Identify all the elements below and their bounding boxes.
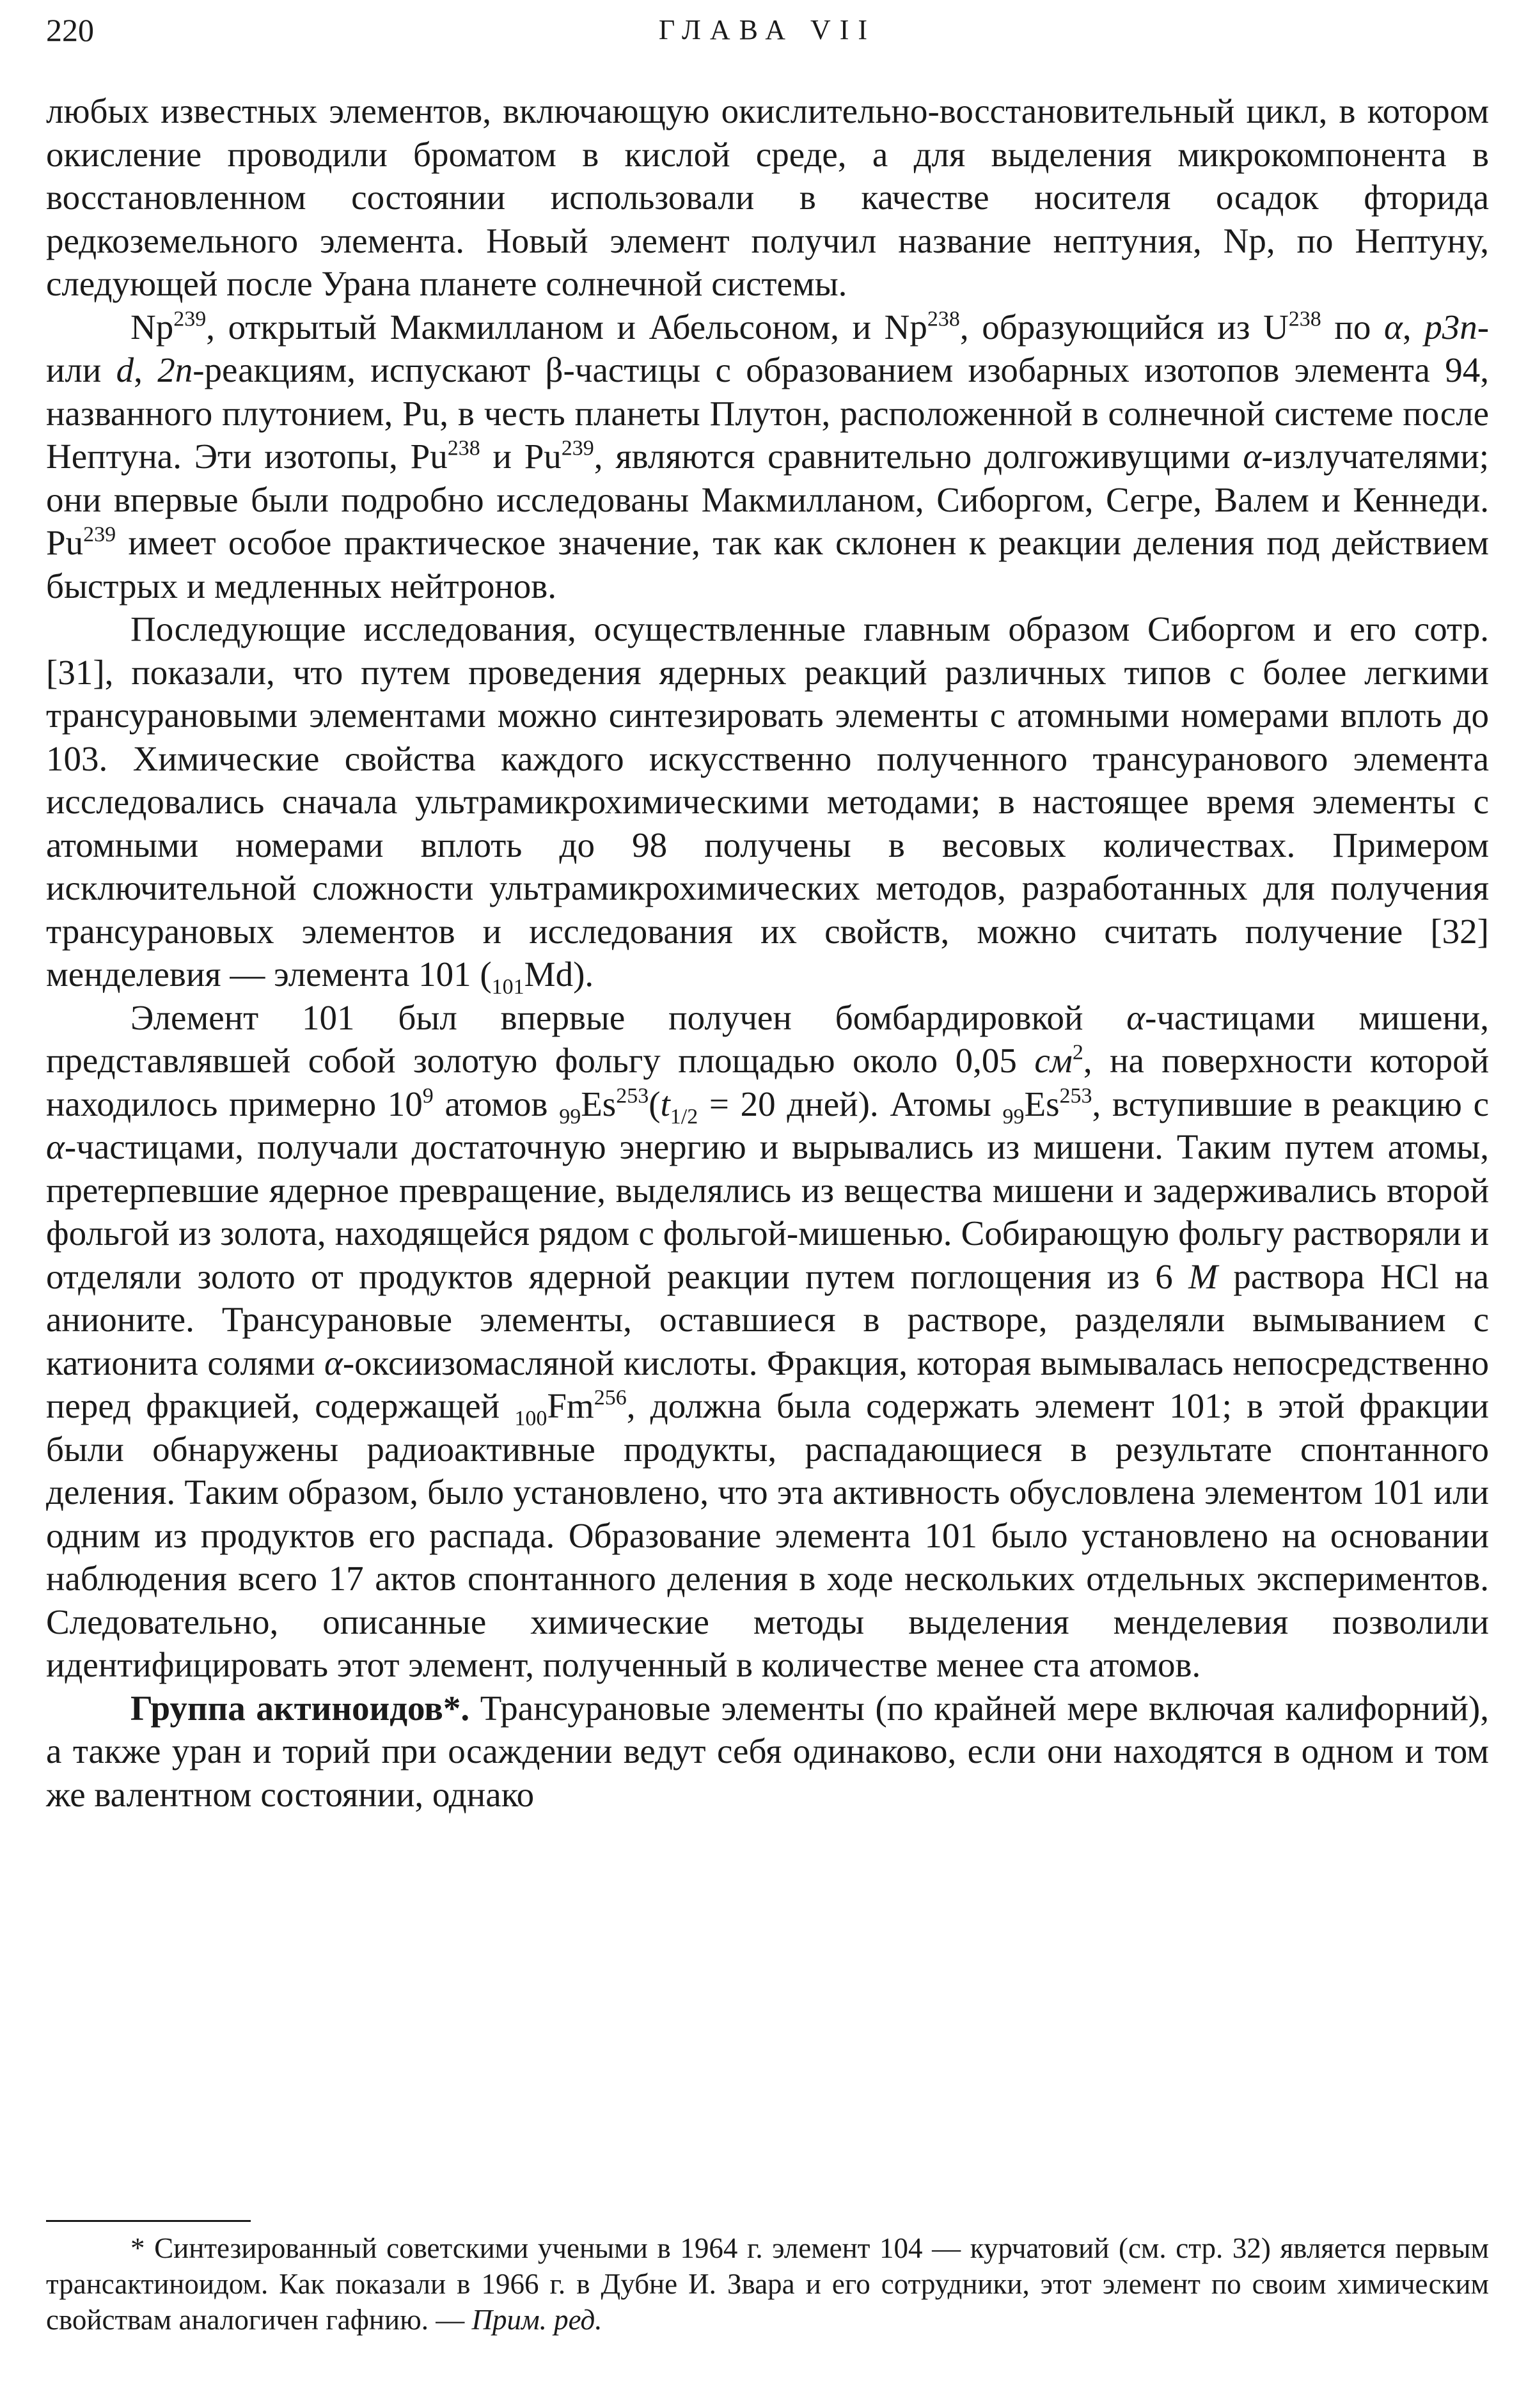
footnote [46, 2230, 1489, 2338]
paragraph-3: Последующие исследования, осуществленные главным образом Сиборгом и его сотр. [31], показали, что путем проведения ядерных реакций различных типов с более легкими трансурановыми элементами можно синтезировать элементы с атомными номерами вплоть до 103. Химические свойства каждого искусственно полученного трансуранового элемента исследовались сначала ультрамикрохимическими методами; в настоящее время элементы с атомными номерами вплоть до 98 получены в весовых количествах. Примером исключительной сложности ультрамикрохимических методов, разработанных для получения трансурановых элементов и исследования их свойств, можно считать получение [32] менделевия — элемента 101 $(_{101}Md)$. [46, 609, 1489, 999]
section-heading: Группа актиноидов*. [130, 1688, 470, 1728]
page-number: 220 [46, 12, 94, 48]
paragraph-2: Np$^{239}$, открытый Макмилланом и Абельсоном, и Np$^{238}$, образующийся из $U^{238}$ по α, p3n- или d, 2n-реакциям, испускают β-частицы с образованием изобарных изотопов элемента 94, названного плутонием, Pu, в честь планеты Плутон, расположенной в солнечной системе после Нептуна. Эти изотопы, Pu$^{238}$ и Pu$^{239}$, являются сравнительно долгоживущими α-излучателями; они впервые были подробно исследованы Макмилланом, Сиборгом, Сегре, Валем и Кеннеди. Pu$^{239}$ имеет особое практическое значение, так как склонен к реакции деления под действием быстрых и медленных нейтронов. [46, 307, 1490, 606]
editor-note: Прим. ред. [471, 2304, 602, 2336]
footnote-divider [46, 2220, 251, 2222]
paragraph-4: Элемент 101 был впервые получен бомбардировкой α-частицами мишени, представлявшей собой золотую фольгу площадью около 0,05 $см^2$, на поверхности которой находилось примерно $10^9$ атомов $_{99}Es^{253}(t_{1/2} = 20$ дней). Атомы $_{99}Es^{253}$, вступившие в реакцию с α-частицами, получали достаточную энергию и вырывались из мишени. Таким путем атомы, претерпевшие ядерное превращение, выделялись из вещества мишени и задерживались второй фольгой из золота, находящейся рядом с фольгой-мишенью. Собирающую фольгу растворяли и отделяли золото от продуктов ядерной реакции путем поглощения из 6 M раствора HCl на анионите. Трансурановые элементы, оставшиеся в растворе, разделяли вымыванием с катионита солями α-оксиизомасляной кислоты. Фракция, которая вымывалась непосредственно перед фракцией, содержащей $_{100}Fm^{256}$, должна была содержать элемент 101; в этой фракции были обнаружены радиоактивные продукты, распадающиеся в результате спонтанного деления. Таким образом, было установлено, что эта активность обусловлена элементом 101 или одним из продуктов его распада. Образование элемента 101 было установлено на основании наблюдения всего 17 актов спонтанного деления в ходе нескольких отдельных экспериментов. Следовательно, описанные химические методы выделения менделевия позволили идентифицировать этот элемент, полученный в количестве менее ста атомов. [46, 997, 1490, 1684]
paragraph-5: Группа актиноидов*. Трансурановые элементы (по крайней мере включая калифорний), а также уран и торий при осаждении ведут себя одинаково, если они находятся в одном и том же валентном состоянии, однако [46, 1688, 1489, 1814]
chapter-title: ГЛАВА VII [658, 14, 877, 45]
page-header [46, 8, 1489, 52]
paragraph-1: любых известных элементов, включающую окислительно-восстановительный цикл, в котором окисление проводили броматом в кислой среде, а для выделения микрокомпонента в восстановленном состоянии использовали в качестве носителя осадок фторида редкоземельного элемента. Новый элемент получил название нептуния, Np, по Нептуну, следующей после Урана планете солнечной системы. [46, 91, 1489, 303]
footnote-text: * Синтезированный советскими учеными в 1964 г. элемент 104 — курчатовий (см. стр. 32) является первым трансактиноидом. Как показали в 1966 г. в Дубне И. Звара и его сотрудники, этот элемент по своим химическим свойствам аналогичен гафнию. — Прим. ред. [46, 2232, 1489, 2336]
main-text [46, 90, 1489, 1816]
